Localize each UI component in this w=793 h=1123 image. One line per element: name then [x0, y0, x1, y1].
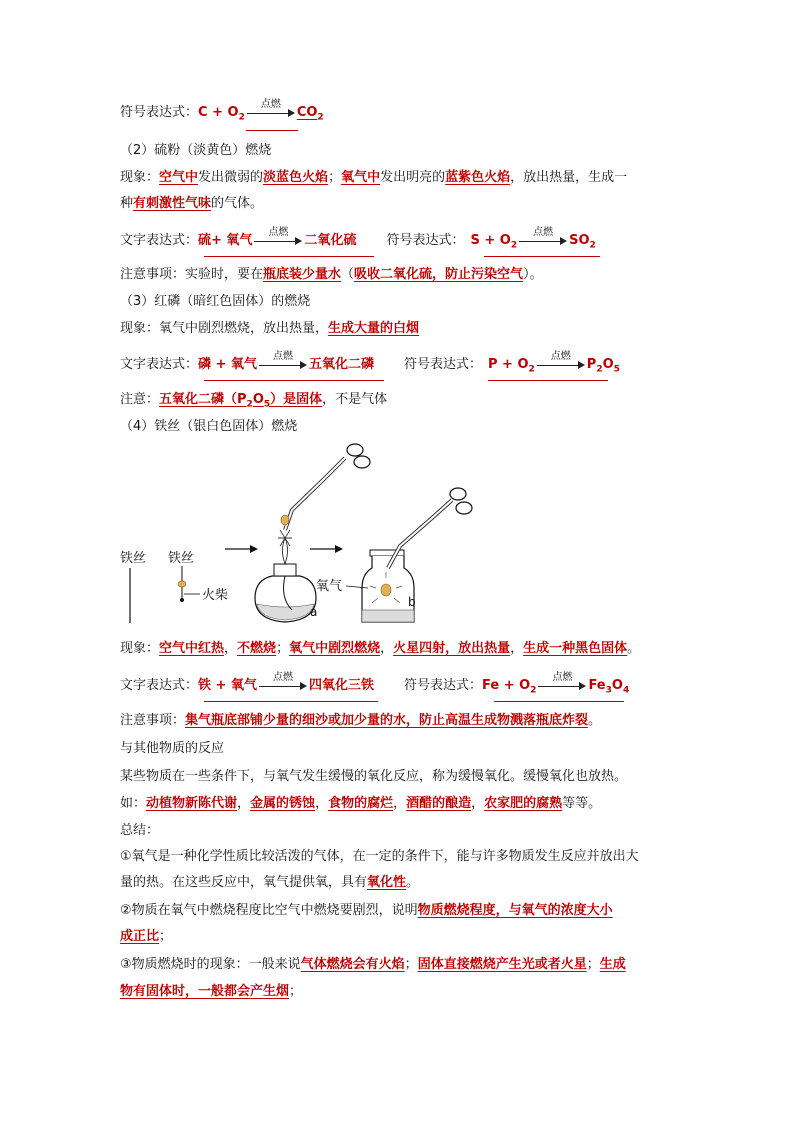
slow-oxidation-examples: 如：动植物新陈代谢，金属的锈蚀，食物的腐烂，酒醋的酿造，农家肥的腐熟等等。: [120, 796, 602, 811]
gas-collecting-jar: [316, 550, 416, 622]
summary-3-line2: 物有固体时，一般都会产生烟；: [120, 984, 303, 999]
iron-equations: 文字表达式：铁 + 氧气 点燃 四氧化三铁 符号表达式：$Fe + O_2$ 点燃 $Fe_3O_4$: [120, 671, 630, 696]
iron-note: 注意事项：集气瓶底部铺少量的细沙或加少量的水，防止高温生成物溅落瓶底炸裂。: [120, 713, 602, 728]
answer-underline: [484, 256, 600, 257]
phosphorus-observation: 现象：氧气中剧烈燃烧，放出热量，生成大量的白烟: [120, 321, 420, 336]
answer-underline: [204, 256, 374, 257]
summary-1-line2: 量的热。在这些反应中，氧气提供氧，具有氧化性。: [120, 875, 420, 890]
match-head-icon: [178, 581, 186, 587]
phosphorus-note: 注意：五氧化二磷$(P_2O_5)$是固体，不是气体: [120, 392, 388, 410]
answer-underline: [204, 701, 378, 702]
slow-oxidation-text: 某些物质在一些条件下，与氧气发生缓慢的氧化反应，称为缓慢氧化。缓慢氧化也放热。: [120, 769, 628, 784]
answer-underline: [246, 130, 298, 131]
sulfur-equations: 文字表达式：硫+ 氧气 点燃 二氧化硫 符号表达式： $S + O_2$ 点燃 $SO_2$: [120, 226, 596, 251]
summary-3-line1: ③物质燃烧时的现象：一般来说气体燃烧会有火焰；固体直接燃烧产生光或者火星；生成: [120, 957, 626, 972]
iron-combustion-diagram: [120, 438, 680, 628]
phosphorus-equations: 文字表达式：磷 + 氧气 点燃 五氧化二磷 符号表达式： $P + O_2$ 点燃 $P_2O_5$: [120, 350, 620, 375]
sulfur-note: 注意事项：实验时，要在瓶底装少量水（吸收二氧化硫，防止污染空气）。: [120, 267, 543, 282]
label-match: 火柴: [202, 588, 229, 603]
sulfur-observation-line2: 种有刺激性气味的气体。: [120, 196, 264, 211]
phosphorus-heading: （3）红磷（暗红色固体）的燃烧: [120, 294, 311, 309]
answer-underline: [488, 380, 608, 381]
crucible-tongs-icon: [278, 444, 370, 546]
other-substances-heading: 与其他物质的反应: [120, 741, 225, 756]
c-product: $CO_2$: [296, 105, 324, 123]
c-symbol-equation: [120, 98, 324, 127]
c-reactants: $C + O_2$: [198, 105, 245, 123]
equation-prefix: 符号表达式：: [120, 105, 199, 120]
label-iron-wire-2: 铁丝: [168, 551, 195, 566]
iron-heading: （4）铁丝（银白色固体）燃烧: [120, 419, 298, 434]
summary-1-line1: ①氧气是一种化学性质比较活泼的气体，在一定的条件下，能与许多物质发生反应并放出大: [120, 849, 639, 864]
iron-observation: 现象：空气中红热，不燃烧；氧气中剧烈燃烧，火星四射，放出热量，生成一种黑色固体。: [120, 641, 641, 656]
label-oxygen: 氧气: [316, 579, 343, 594]
summary-2-line2: 成正比；: [120, 929, 173, 944]
alcohol-lamp: [255, 538, 317, 622]
reaction-arrow: 点燃: [247, 106, 295, 120]
sulfur-heading: （2）硫粉（淡黄色）燃烧: [120, 143, 272, 158]
label-iron-wire-1: 铁丝: [120, 551, 147, 566]
answer-underline: [204, 380, 384, 381]
answer-underline: [494, 701, 624, 702]
summary-2-line1: ②物质在氧气中燃烧程度比空气中燃烧要剧烈，说明物质燃烧程度，与氧气的浓度大小: [120, 903, 613, 918]
label-b: b: [408, 595, 416, 609]
sulfur-observation-line1: 现象：空气中发出微弱的淡蓝色火焰；氧气中发出明亮的蓝紫色火焰，放出热量，生成一: [120, 170, 628, 185]
label-a: a: [310, 605, 318, 619]
summary-heading: 总结：: [120, 823, 160, 838]
